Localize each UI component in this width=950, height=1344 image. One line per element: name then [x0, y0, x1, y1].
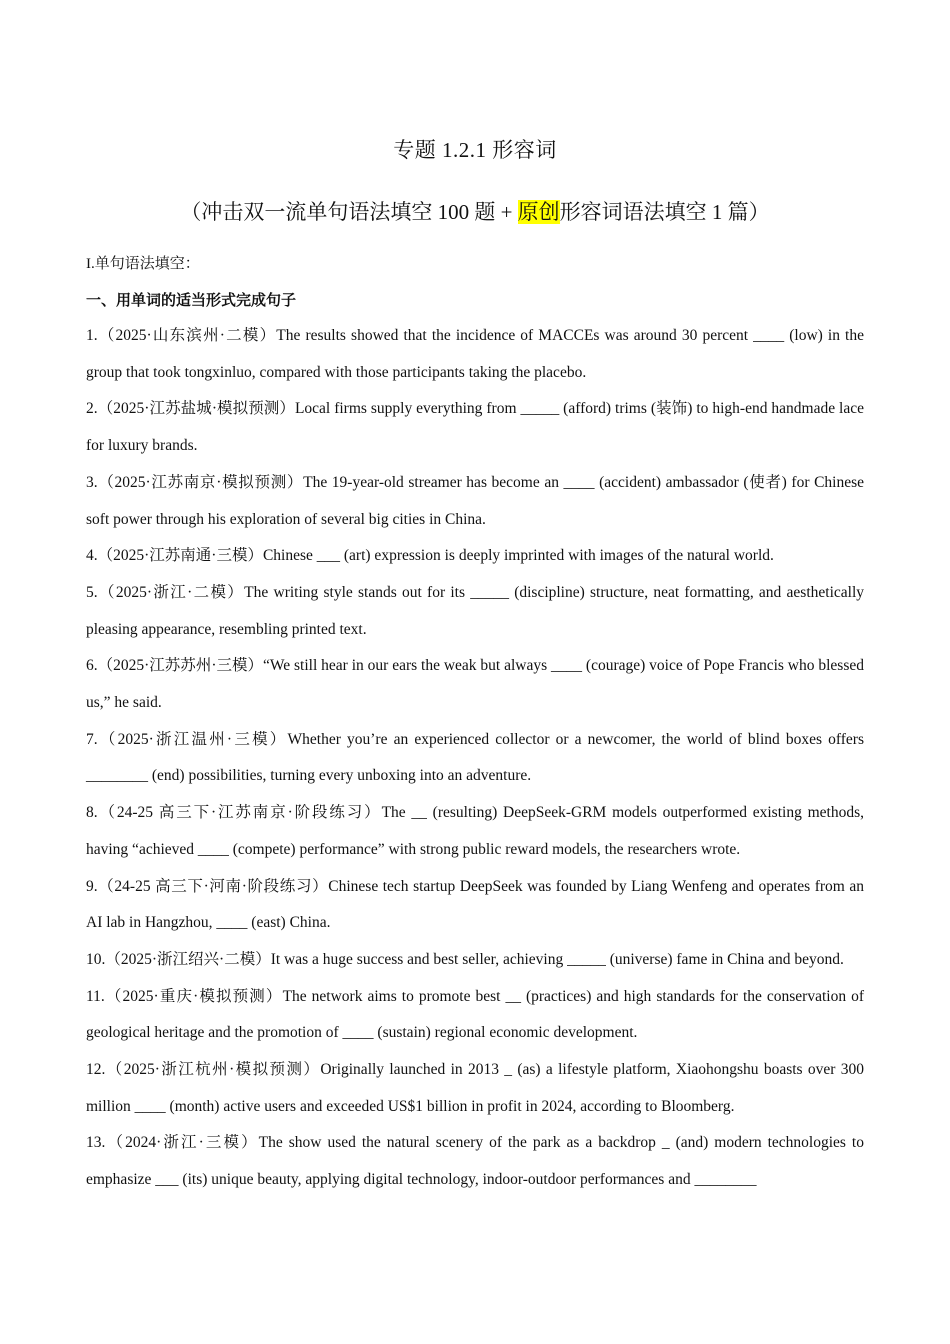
question-9 — [86, 869, 864, 942]
page-subtitle — [0, 196, 950, 226]
section-heading: 一、用单词的适当形式完成句子 — [86, 291, 297, 309]
question-source: 3.（2025·江苏南京·模拟预测） — [86, 473, 304, 491]
question-text: The __ (resulting) DeepSeek-GRM models outperformed existing methods, having “achieved ____ (compete) performance” with strong public reward models, the researchers wrote. — [86, 804, 864, 858]
question-source: 13.（2024·浙江·三模） — [86, 1134, 259, 1152]
question-4 — [86, 538, 864, 575]
question-1 — [86, 318, 864, 391]
section-label: I.单句语法填空： — [86, 256, 200, 272]
question-13 — [86, 1125, 864, 1198]
question-text: The results showed that the incidence of MACCEs was around 30 percent ____ (low) in the group that took tongxinluo, compared with those participants taking the placebo. — [86, 327, 864, 381]
page-title: 专题 1.2.1 形容词 — [393, 138, 557, 162]
question-list — [86, 246, 864, 1199]
question-text: Chinese ___ (art) expression is deeply imprinted with images of the natural world. — [262, 547, 774, 565]
question-source: 9.（24-25 高三下·河南·阶段练习） — [86, 877, 329, 895]
question-10 — [86, 942, 864, 979]
question-text: Chinese tech startup DeepSeek was founded by Liang Wenfeng and operates from an AI lab in Hangzhou, ____ (east) China. — [86, 877, 864, 932]
question-source: 1.（2025·山东滨州·二模） — [86, 327, 277, 344]
question-source: 8.（24-25 高三下·江苏南京·阶段练习） — [86, 804, 382, 822]
question-12 — [86, 1052, 864, 1125]
question-2 — [86, 391, 864, 464]
question-text: Originally launched in 2013 _ (as) a lifestyle platform, Xiaohongshu boasts over 300 million ____ (month) active users and exceeded US$1 billion in profit in 2024, according to Bloomberg. — [86, 1061, 864, 1115]
question-text: The 19-year-old streamer has become an ____ (accident) ambassador (使者) for Chinese soft power through his exploration of several big cities in China. — [86, 473, 865, 528]
question-source: 7.（2025·浙江温州·三模） — [86, 730, 288, 748]
subtitle-highlight: 原创 — [517, 200, 560, 224]
question-source: 2.（2025·江苏盐城·模拟预测） — [86, 400, 295, 418]
question-11 — [86, 979, 864, 1052]
subtitle-prefix: （冲击双一流单句语法填空 100 题 + — [180, 200, 518, 224]
question-source: 11.（2025·重庆·模拟预测） — [86, 987, 283, 1005]
question-text: It was a huge success and best seller, achieving _____ (universe) fame in China and beyond. — [270, 950, 844, 968]
question-source: 12.（2025·浙江杭州·模拟预测） — [86, 1061, 321, 1079]
question-text: The show used the natural scenery of the park as a backdrop _ (and) modern technologies to emphasize ___ (its) unique beauty, applying digital technology, indoor-outdoor performances and ________ — [86, 1134, 864, 1189]
question-source: 5.（2025·浙江·二模） — [86, 583, 245, 601]
question-text: The writing style stands out for its _____ (discipline) structure, neat formatting, and aesthetically pleasing appearance, resembling printed text. — [86, 583, 865, 638]
question-text: “We still hear in our ears the weak but always ____ (courage) voice of Pope Francis who blessed us,” he said. — [86, 657, 864, 712]
question-8 — [86, 795, 864, 868]
question-5 — [86, 575, 864, 648]
question-7 — [86, 722, 864, 795]
question-source: 6.（2025·江苏苏州·三模） — [86, 657, 263, 675]
question-text: Local firms supply everything from _____ (afford) trims (装饰) to high-end handmade lace for luxury brands. — [86, 400, 864, 455]
question-text: Whether you’re an experienced collector or a newcomer, the world of blind boxes offers ________ (end) possibilities, turning every unboxing into an adventure. — [86, 730, 864, 785]
question-3 — [86, 465, 864, 538]
question-6 — [86, 648, 864, 721]
question-source: 10.（2025·浙江绍兴·二模） — [86, 950, 271, 968]
subtitle-suffix: 形容词语法填空 1 篇） — [559, 200, 770, 224]
question-text: The network aims to promote best __ (practices) and high standards for the conservation of geological heritage and the promotion of ____ (sustain) regional economic development. — [86, 987, 864, 1042]
question-source: 4.（2025·江苏南通·三模） — [86, 547, 263, 565]
